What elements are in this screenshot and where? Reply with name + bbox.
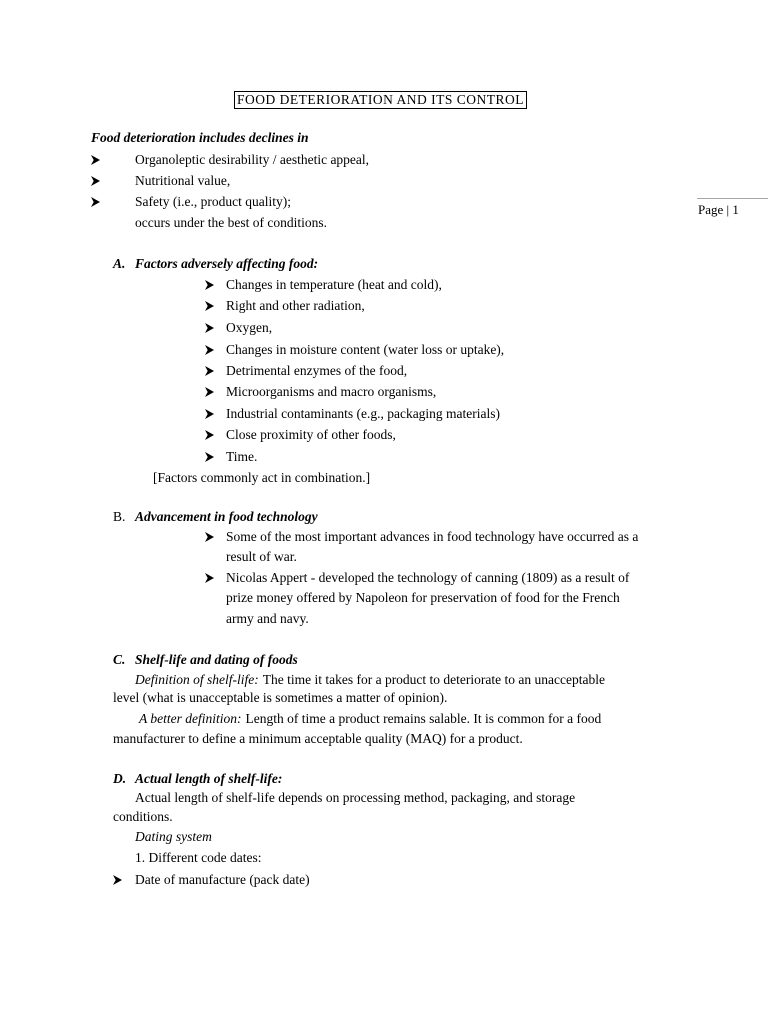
section-a-bullet-item [0, 362, 768, 380]
better-definition-label: A better definition: [139, 711, 242, 726]
section-b-bullet-line: army and navy. [226, 611, 309, 626]
code-dates-label: 1. Different code dates: [135, 850, 262, 865]
section-a-bullet-text: Detrimental enzymes of the food, [226, 363, 408, 378]
section-a-bullet-item [0, 276, 768, 294]
intro-heading: Food deterioration includes declines in [91, 130, 309, 145]
page-number-label: Page | 1 [697, 198, 768, 218]
section-b-bullet-line: result of war. [226, 549, 297, 564]
section-a-heading: Factors adversely affecting food: [135, 256, 319, 271]
intro-continuation: occurs under the best of conditions. [135, 215, 327, 230]
section-a-bullet-text: Time. [226, 449, 258, 464]
arrowhead-bullet-icon [205, 345, 214, 355]
arrowhead-bullet-icon [113, 875, 122, 885]
section-c-heading: Shelf-life and dating of foods [135, 652, 298, 667]
arrowhead-bullet-icon [205, 430, 214, 440]
arrowhead-bullet-icon [91, 197, 100, 207]
arrowhead-bullet-icon [205, 387, 214, 397]
section-b-bullet-item [0, 528, 768, 566]
section-d-paragraph: conditions. [113, 809, 173, 824]
better-definition-text: manufacturer to define a minimum acceptable quality (MAQ) for a product. [113, 731, 523, 746]
section-a-bullet-item [0, 341, 768, 359]
better-definition-text: Length of time a product remains salable. It is common for a food [245, 711, 602, 726]
section-a-bullet-text: Changes in temperature (heat and cold), [226, 277, 442, 292]
arrowhead-bullet-icon [205, 280, 214, 290]
section-d-heading: Actual length of shelf-life: [135, 771, 283, 786]
section-b-bullet-line: Some of the most important advances in food technology have occurred as a [226, 529, 639, 544]
definition-label: Definition of shelf-life: [135, 672, 259, 687]
section-d-paragraph: Actual length of shelf-life depends on processing method, packaging, and storage [135, 790, 576, 805]
section-a-bullet-text: Changes in moisture content (water loss or uptake), [226, 342, 505, 357]
section-a-bullet-text: Oxygen, [226, 320, 273, 335]
arrowhead-bullet-icon [205, 366, 214, 376]
definition-text: level (what is unacceptable is sometimes a matter of opinion). [113, 690, 448, 705]
section-a-bullet-text: Right and other radiation, [226, 298, 365, 313]
intro-bullet-text: Safety (i.e., product quality); [135, 194, 291, 209]
section-b-bullet-line: prize money offered by Napoleon for preservation of food for the French [226, 590, 620, 605]
better-definition-line [139, 710, 601, 728]
document-title: FOOD DETERIORATION AND ITS CONTROL [234, 91, 527, 109]
dating-system-label: Dating system [135, 829, 212, 844]
section-d-marker: D. [113, 771, 127, 786]
section-a-bullet-text: Industrial contaminants (e.g., packaging materials) [226, 406, 501, 421]
section-d-bullet-text: Date of manufacture (pack date) [135, 872, 310, 887]
arrowhead-bullet-icon [205, 323, 214, 333]
section-a-bullet-item [0, 426, 768, 444]
arrowhead-bullet-icon [91, 155, 100, 165]
section-b-bullet-line: Nicolas Appert - developed the technology of canning (1809) as a result of [226, 570, 630, 585]
arrowhead-bullet-icon [205, 301, 214, 311]
intro-bullet-text: Nutritional value, [135, 173, 231, 188]
arrowhead-bullet-icon [205, 452, 214, 462]
section-a-note: [Factors commonly act in combination.] [153, 470, 371, 485]
section-a-bullet-text: Microorganisms and macro organisms, [226, 384, 437, 399]
section-a-bullet-item [0, 405, 768, 423]
section-b-marker: B. [113, 509, 126, 524]
section-a-bullet-item [0, 319, 768, 337]
arrowhead-bullet-icon [91, 176, 100, 186]
arrowhead-bullet-icon [205, 409, 214, 419]
section-a-marker: A. [113, 256, 126, 271]
intro-bullet-item [0, 151, 768, 169]
intro-bullet-item [0, 172, 768, 190]
section-a-bullet-item [0, 448, 768, 466]
section-a-bullet-item [0, 383, 768, 401]
section-d-bullet-item [0, 871, 768, 889]
arrowhead-bullet-icon [205, 532, 214, 542]
definition-text: The time it takes for a product to deteriorate to an unacceptable [262, 672, 605, 687]
section-b-bullet-item [0, 569, 768, 628]
section-a-bullet-text: Close proximity of other foods, [226, 427, 396, 442]
section-a-bullet-item [0, 297, 768, 315]
intro-bullet-text: Organoleptic desirability / aesthetic appeal, [135, 152, 370, 167]
arrowhead-bullet-icon [205, 573, 214, 583]
section-c-marker: C. [113, 652, 126, 667]
definition-line [135, 671, 605, 689]
intro-bullet-item [0, 193, 768, 211]
section-b-heading: Advancement in food technology [135, 509, 318, 524]
